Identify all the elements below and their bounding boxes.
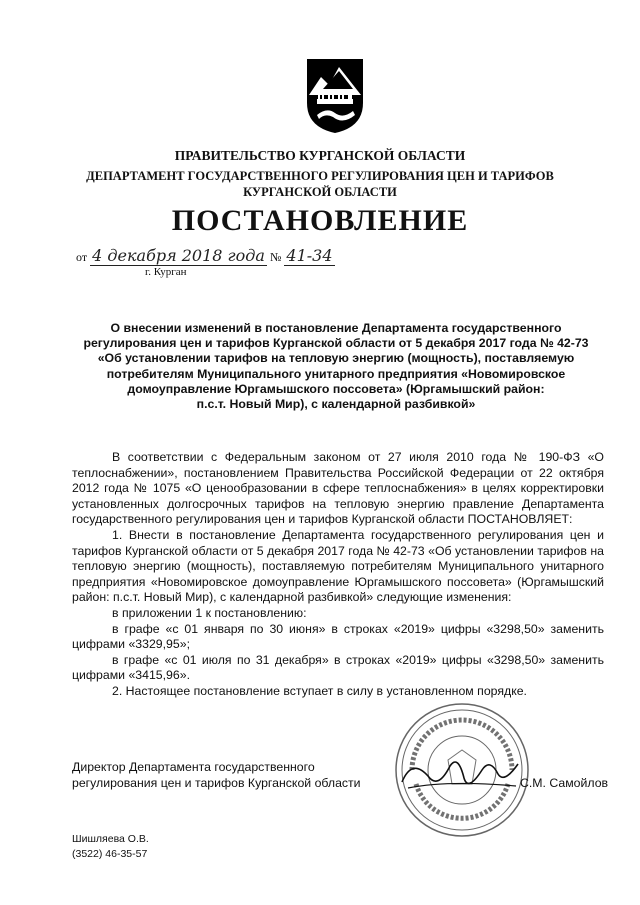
document-type-heading: ПОСТАНОВЛЕНИЕ <box>171 204 469 237</box>
date-prefix: от <box>76 250 88 264</box>
date-number-line <box>76 246 335 266</box>
department-title-line2: КУРГАНСКОЙ ОБЛАСТИ <box>243 185 397 199</box>
handwritten-signature <box>398 752 522 800</box>
government-title: ПРАВИТЕЛЬСТВО КУРГАНСКОЙ ОБЛАСТИ <box>174 148 466 163</box>
signatory-title-line2: регулирования цен и тарифов Курганской области <box>72 775 361 790</box>
signatory-name: С.М. Самойлов <box>520 776 609 790</box>
subject-line: потребителям Муниципального унитарного предприятия «Новомировское <box>106 366 566 381</box>
coat-of-arms-emblem <box>303 55 367 135</box>
item-1-subheading: в приложении 1 к постановлению: <box>112 605 307 620</box>
subject-line: «Об установлении тарифов на тепловую энергию (мощность), поставляемую <box>97 351 575 366</box>
item-1-paragraph: 1. Внести в постановление Департамента государственного регулирования цен и тарифов Курганской области от 5 декабря 2017 года № 42-73 «Об установлении тарифов на тепловую энергию (мощность), поставляемую потребителям Муниципального унитарного предприятия «Новомировское домоуправление Юргамышского поссовета» (Юргамышский район: п.с.т. Новый Мир), с календарной разбивкой» следующие изменения: <box>72 527 604 605</box>
handwritten-date: 4 декабря 2018 года <box>92 246 265 265</box>
number-sign: № <box>269 250 282 264</box>
signatory-title-line1: Директор Департамента государственного <box>72 760 315 774</box>
document-subject <box>70 321 602 412</box>
contact-name: Шишляева О.В. <box>72 833 149 845</box>
subject-line: регулирования цен и тарифов Курганской области от 5 декабря 2017 года № 42-73 <box>83 336 589 351</box>
change-2-paragraph: в графе «с 01 июля по 31 декабря» в строках «2019» цифры «3298,50» заменить цифрами «3415,96». <box>72 652 604 683</box>
department-title-line1: ДЕПАРТАМЕНТ ГОСУДАРСТВЕННОГО РЕГУЛИРОВАНИЯ ЦЕН И ТАРИФОВ <box>86 169 554 183</box>
item-2-paragraph: 2. Настоящее постановление вступает в силу в установленном порядке. <box>112 683 527 698</box>
city-label: г. Курган <box>145 266 187 278</box>
preamble-paragraph: В соответствии с Федеральным законом от 27 июля 2010 года № 190-ФЗ «О теплоснабжении», постановлением Правительства Российской Федерации от 22 октября 2012 года № 1075 «О ценообразовании в сфере теплоснабжения» в целях корректировки установленных долгосрочных тарифов на тепловую энергию правление Департамента государственного регулирования цен и тарифов Курганской области ПОСТАНОВЛЯЕТ: <box>72 450 604 527</box>
handwritten-number: 41-34 <box>286 246 333 265</box>
contact-phone: (3522) 46-35-57 <box>72 848 148 860</box>
contact-block <box>72 832 149 862</box>
subject-line: домоуправление Юргамышского поссовета» (Юргамышский район: <box>127 381 545 396</box>
subject-line: О внесении изменений в постановление Департамента государственного <box>110 321 562 335</box>
subject-line: п.с.т. Новый Мир), с календарной разбивкой» <box>196 397 476 412</box>
document-body <box>72 450 604 700</box>
change-1-paragraph: в графе «с 01 января по 30 июня» в строках «2019» цифры «3298,50» заменить цифрами «3329,95»; <box>72 621 604 652</box>
signatory-title <box>72 760 361 791</box>
